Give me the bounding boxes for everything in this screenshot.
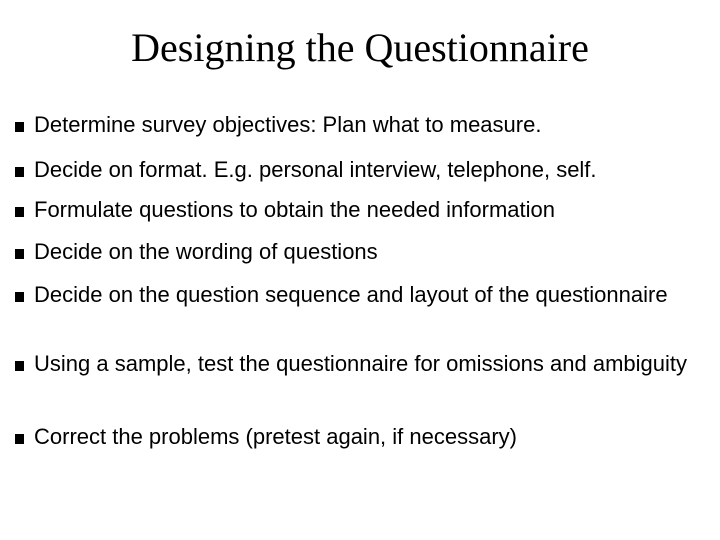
bullet-text: Decide on format. E.g. personal interview, telephone, self. [34, 157, 597, 182]
slide-title: Designing the Questionnaire [131, 25, 589, 70]
bullet-text: Correct the problems (pretest again, if necessary) [34, 424, 517, 449]
bullet-square-icon [15, 434, 24, 444]
bullet-text: Decide on the question sequence and layout of the questionnaire [34, 282, 668, 307]
bullet-square-icon [15, 167, 24, 177]
bullet-text: Using a sample, test the questionnaire for omissions and ambiguity [34, 351, 688, 376]
bullet-square-icon [15, 292, 24, 302]
bullet-text: Determine survey objectives: Plan what to measure. [34, 112, 542, 137]
bullet-text: Formulate questions to obtain the needed information [34, 197, 555, 222]
bullet-square-icon [15, 249, 24, 259]
bullet-square-icon [15, 361, 24, 371]
bullet-square-icon [15, 207, 24, 217]
bullet-text: Decide on the wording of questions [34, 239, 378, 264]
bullet-square-icon [15, 122, 24, 132]
